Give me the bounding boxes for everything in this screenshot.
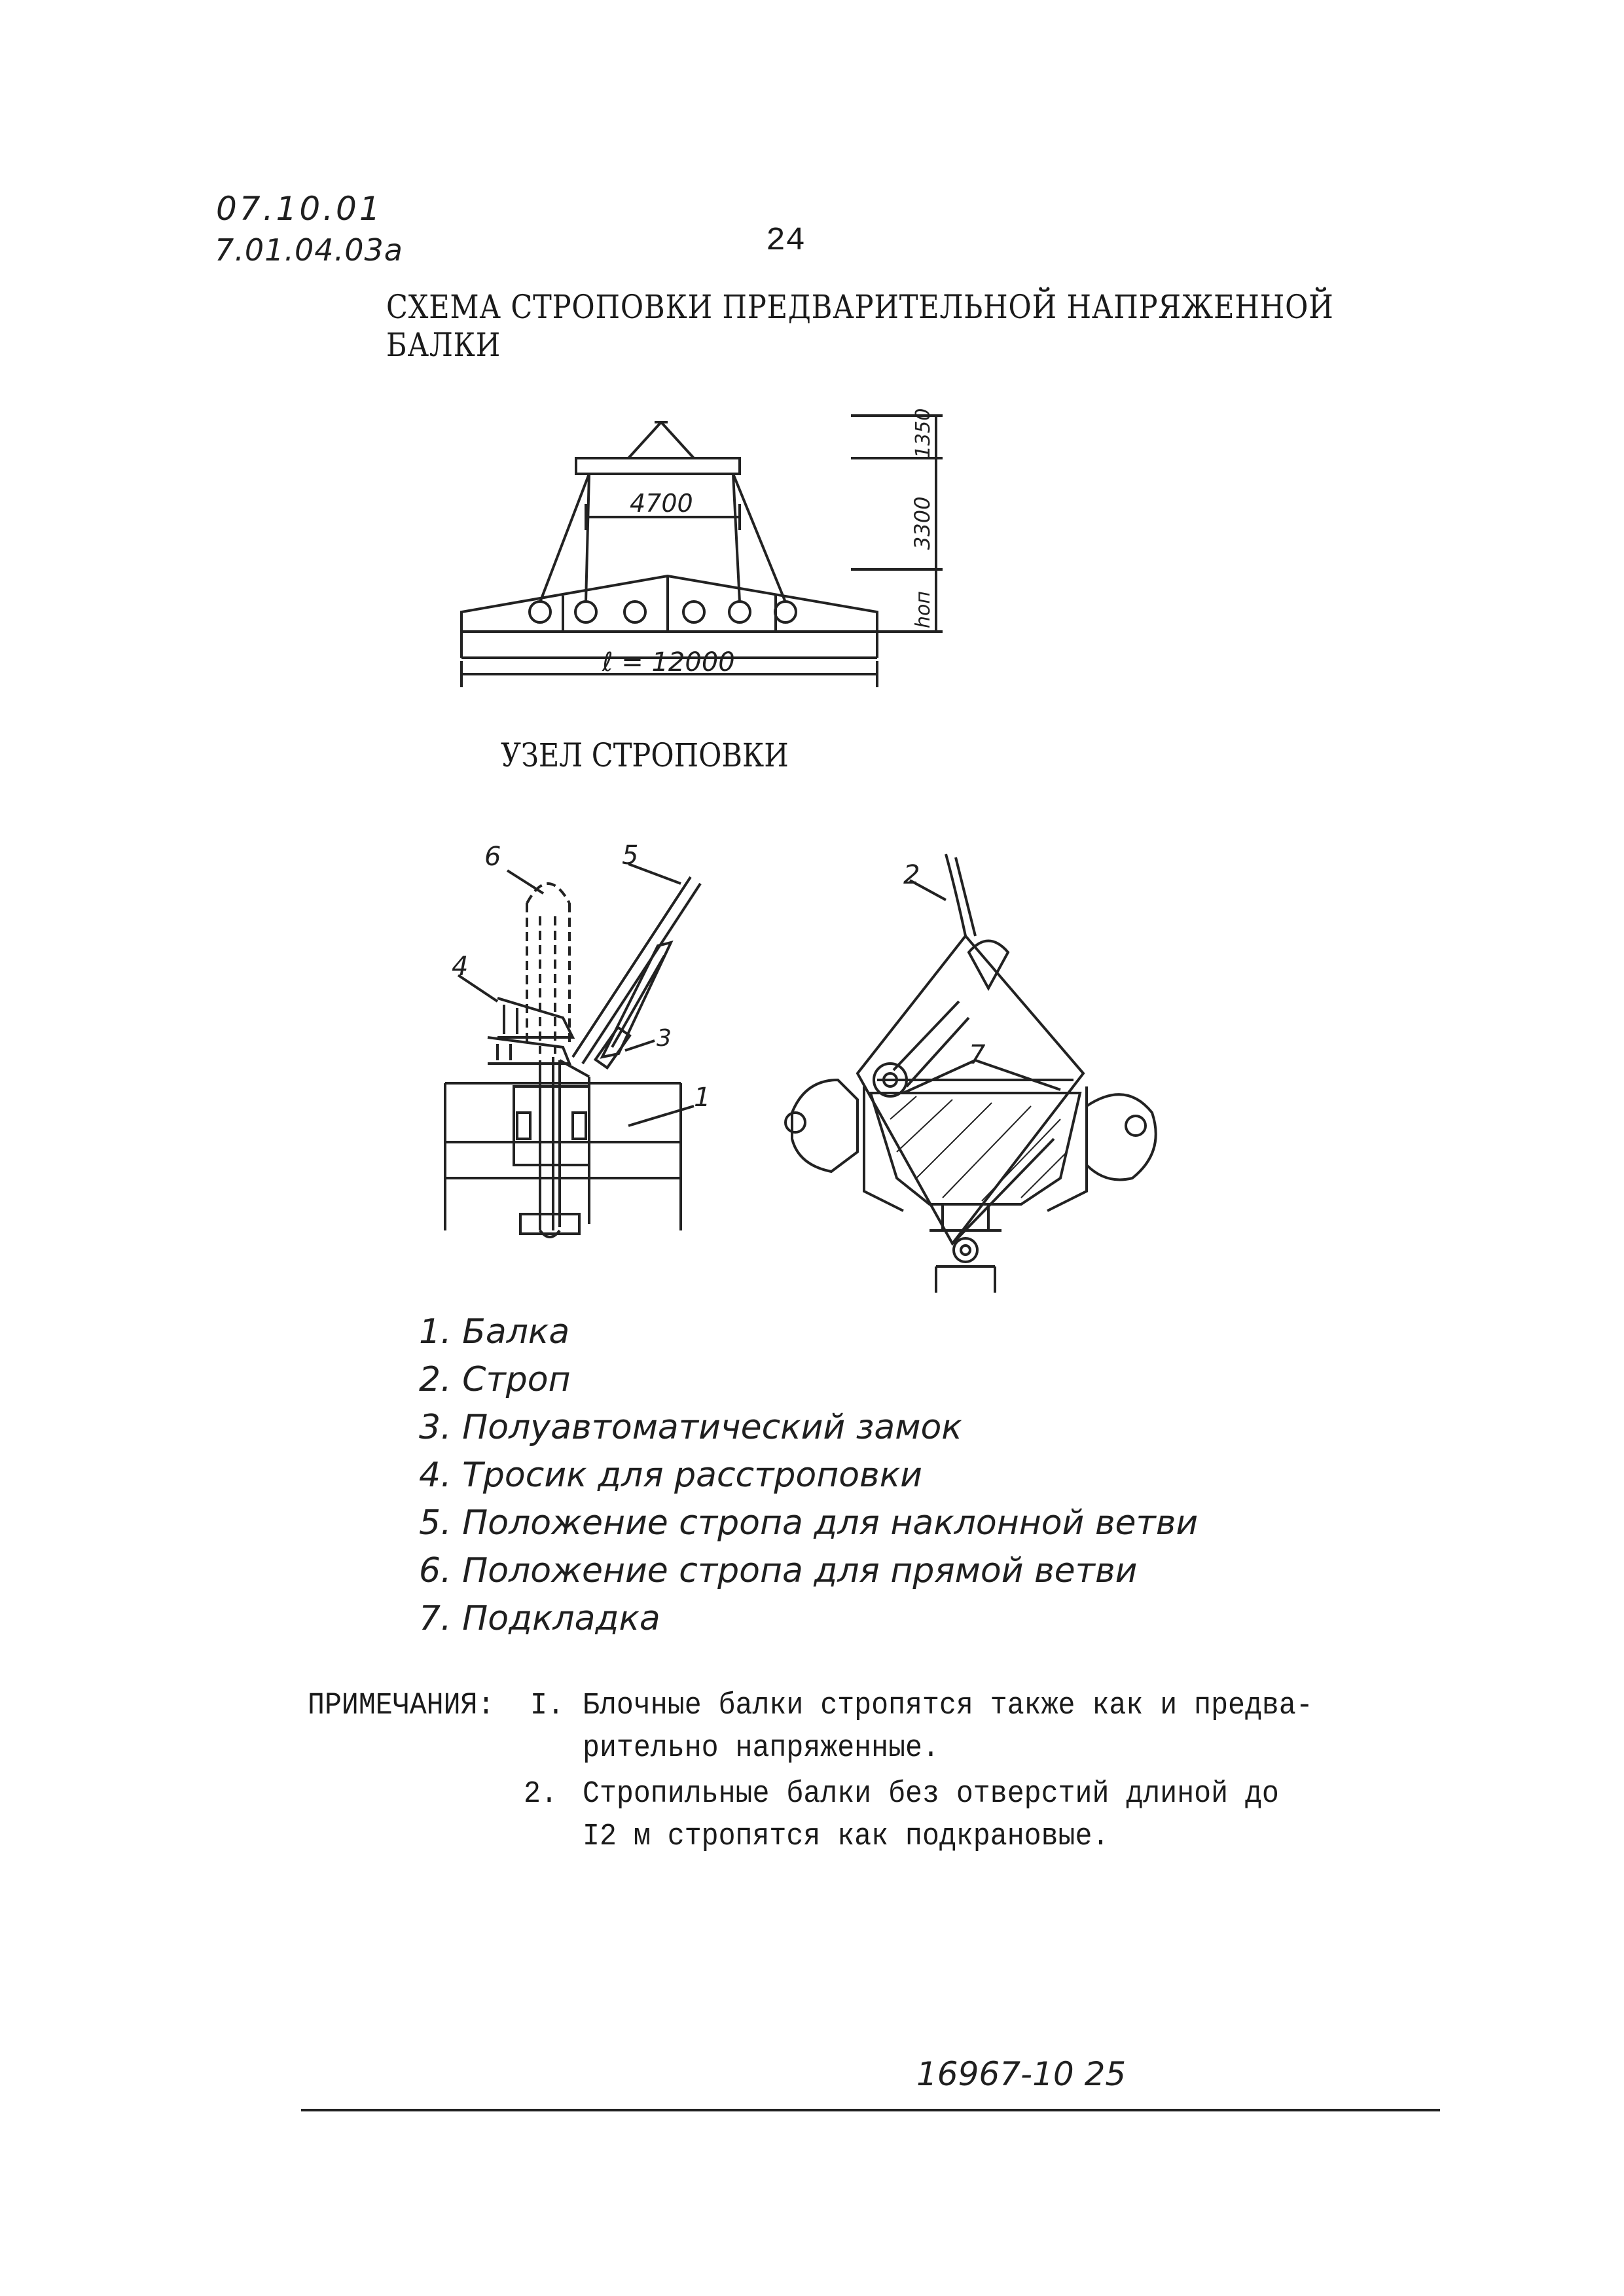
callout-1: 1 — [694, 1083, 711, 1113]
note-2-number: 2. — [524, 1777, 558, 1812]
legend-item: 5. Положение стропа для наклонной ветви — [419, 1503, 1199, 1543]
note-2-line1: Стропильные балки без отверстий длиной до — [583, 1777, 1279, 1812]
dimension-middle-label: 3300 — [910, 496, 935, 550]
callout-2: 2 — [903, 860, 920, 890]
page-number: 24 — [766, 223, 806, 260]
dimension-length-label: ℓ = 12000 — [602, 647, 735, 677]
legend-item: 2. Строп — [419, 1360, 571, 1399]
document-code-2: 7.01.04.03a — [215, 232, 403, 268]
notes-label: ПРИМЕЧАНИЯ: — [308, 1689, 495, 1723]
node-section-title: УЗЕЛ СТРОПОВКИ — [501, 736, 789, 774]
footer-rule — [301, 2109, 1440, 2111]
callout-5: 5 — [622, 840, 639, 870]
legend-item: 3. Полуавтоматический замок — [419, 1408, 962, 1447]
legend-item: 4. Тросик для расстроповки — [419, 1456, 922, 1495]
callout-4: 4 — [452, 952, 469, 982]
dimension-upper-label: 1350 — [912, 408, 935, 458]
dimension-lower-label: hоп — [912, 591, 935, 628]
note-1-line1: Блочные балки стропятся также как и предва- — [583, 1689, 1313, 1723]
callout-6: 6 — [484, 842, 501, 872]
note-1-line2: рительно напряженные. — [583, 1731, 939, 1766]
callout-7: 7 — [969, 1040, 986, 1070]
document-code-1: 07.10.01 — [216, 190, 383, 228]
legend-item: 7. Подкладка — [419, 1599, 660, 1638]
legend-item: 6. Положение стропа для прямой ветви — [419, 1551, 1138, 1590]
dimension-spacing-label: 4700 — [630, 489, 693, 518]
legend-item: 1. Балка — [419, 1312, 570, 1352]
callout-3: 3 — [657, 1025, 672, 1052]
footer-document-code: 16967-10 25 — [916, 2055, 1127, 2093]
page-title: СХЕМА СТРОПОВКИ ПРЕДВАРИТЕЛЬНОЙ НАПРЯЖЕННОЙ БАЛКИ — [386, 288, 1334, 364]
note-1-number: I. — [530, 1689, 564, 1723]
note-2-line2: I2 м стропятся как подкрановые. — [583, 1820, 1110, 1854]
